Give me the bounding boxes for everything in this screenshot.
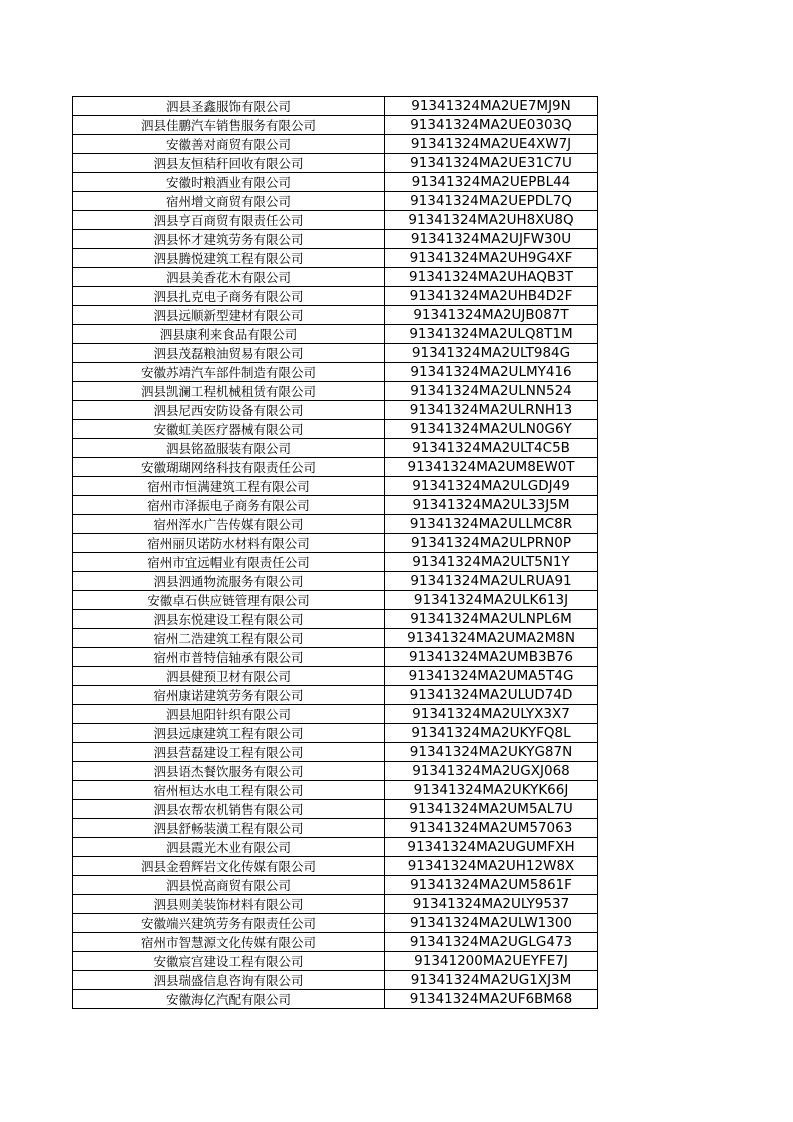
company-name-cell: 安徽善对商贸有限公司: [73, 135, 385, 154]
credit-code-cell: 91341324MA2UJFW30U: [385, 230, 598, 249]
table-row: [73, 629, 598, 648]
table-row: [73, 553, 598, 572]
credit-code-cell: 91341324MA2UGXJ068: [385, 762, 598, 781]
table-row: [73, 838, 598, 857]
credit-code-cell: 91341324MA2UGLG473: [385, 933, 598, 952]
table-row: [73, 116, 598, 135]
credit-code-cell: 91341324MA2UEPDL7Q: [385, 192, 598, 211]
table-row: [73, 287, 598, 306]
company-name-cell: 宿州市普特信轴承有限公司: [73, 648, 385, 667]
table-row: [73, 591, 598, 610]
company-name-cell: 泗县远康建筑工程有限公司: [73, 724, 385, 743]
table-row: [73, 344, 598, 363]
credit-code-cell: 91341324MA2ULYX3X7: [385, 705, 598, 724]
credit-code-cell: 91341324MA2ULT4C5B: [385, 439, 598, 458]
credit-code-cell: 91341324MA2UE7MJ9N: [385, 97, 598, 116]
table-row: [73, 211, 598, 230]
credit-code-cell: 91341324MA2ULNPL6M: [385, 610, 598, 629]
table-row: [73, 458, 598, 477]
company-name-cell: 宿州市恒满建筑工程有限公司: [73, 477, 385, 496]
table-row: [73, 249, 598, 268]
company-name-cell: 泗县悦高商贸有限公司: [73, 876, 385, 895]
company-name-cell: 泗县友恒秸秆回收有限公司: [73, 154, 385, 173]
company-name-cell: 泗县舒畅装潢工程有限公司: [73, 819, 385, 838]
company-name-cell: 宿州康诺建筑劳务有限公司: [73, 686, 385, 705]
credit-code-cell: 91341324MA2UE0303Q: [385, 116, 598, 135]
credit-code-cell: 91341324MA2ULGDJ49: [385, 477, 598, 496]
table-row: [73, 306, 598, 325]
table-row: [73, 97, 598, 116]
company-name-cell: 安徽海亿汽配有限公司: [73, 990, 385, 1009]
company-name-cell: 安徽宸宫建设工程有限公司: [73, 952, 385, 971]
credit-code-cell: 91341324MA2UG1XJ3M: [385, 971, 598, 990]
credit-code-cell: 91341324MA2ULW1300: [385, 914, 598, 933]
credit-code-cell: 91341324MA2UJB087T: [385, 306, 598, 325]
credit-code-cell: 91341324MA2ULRUA91: [385, 572, 598, 591]
credit-code-cell: 91341324MA2UHB4D2F: [385, 287, 598, 306]
credit-code-cell: 91341324MA2UF6BM68: [385, 990, 598, 1009]
company-name-cell: 泗县亨百商贸有限责任公司: [73, 211, 385, 230]
credit-code-cell: 91341324MA2ULT984G: [385, 344, 598, 363]
credit-code-cell: 91341324MA2UM8EW0T: [385, 458, 598, 477]
credit-code-cell: 91341324MA2UH9G4XF: [385, 249, 598, 268]
table-row: [73, 439, 598, 458]
table-row: [73, 876, 598, 895]
credit-code-cell: 91341324MA2UM5861F: [385, 876, 598, 895]
table-row: [73, 800, 598, 819]
table-row: [73, 572, 598, 591]
company-name-cell: 泗县凯澜工程机械租赁有限公司: [73, 382, 385, 401]
company-name-cell: 泗县则美装饰材料有限公司: [73, 895, 385, 914]
table-row: [73, 857, 598, 876]
company-name-cell: 泗县泗通物流服务有限公司: [73, 572, 385, 591]
table-row: [73, 173, 598, 192]
table-row: [73, 610, 598, 629]
company-name-cell: 安徽卓石供应链管理有限公司: [73, 591, 385, 610]
company-name-cell: 宿州市泽振电子商务有限公司: [73, 496, 385, 515]
table-row: [73, 192, 598, 211]
credit-code-cell: 91341324MA2ULUD74D: [385, 686, 598, 705]
credit-code-cell: 91341324MA2UKYFQ8L: [385, 724, 598, 743]
table-row: [73, 952, 598, 971]
company-name-cell: 宿州桓达水电工程有限公司: [73, 781, 385, 800]
company-name-cell: 泗县康利来食品有限公司: [73, 325, 385, 344]
company-name-cell: 安徽瑚瑚网络科技有限责任公司: [73, 458, 385, 477]
table-row: [73, 819, 598, 838]
credit-code-cell: 91341324MA2UMA2M8N: [385, 629, 598, 648]
company-name-cell: 泗县营磊建设工程有限公司: [73, 743, 385, 762]
credit-code-cell: 91341324MA2UEPBL44: [385, 173, 598, 192]
company-name-cell: 安徽虹美医疗器械有限公司: [73, 420, 385, 439]
table-row: [73, 325, 598, 344]
table-row: [73, 990, 598, 1009]
table-row: [73, 781, 598, 800]
table-row: [73, 496, 598, 515]
company-name-cell: 泗县旭阳针织有限公司: [73, 705, 385, 724]
company-name-cell: 安徽端兴建筑劳务有限责任公司: [73, 914, 385, 933]
credit-code-cell: 91341324MA2UKYG87N: [385, 743, 598, 762]
table-row: [73, 971, 598, 990]
credit-code-cell: 91341324MA2UMB3B76: [385, 648, 598, 667]
company-name-cell: 泗县语杰餐饮服务有限公司: [73, 762, 385, 781]
company-name-cell: 泗县腾悦建筑工程有限公司: [73, 249, 385, 268]
company-name-cell: 宿州二浩建筑工程有限公司: [73, 629, 385, 648]
table-row: [73, 648, 598, 667]
credit-code-cell: 91341324MA2UHAQB3T: [385, 268, 598, 287]
company-name-cell: 宿州浑水广告传媒有限公司: [73, 515, 385, 534]
credit-code-cell: 91341324MA2UM5AL7U: [385, 800, 598, 819]
credit-code-cell: 91341324MA2ULQ8T1M: [385, 325, 598, 344]
table-row: [73, 230, 598, 249]
company-table: [72, 96, 598, 1009]
table-row: [73, 743, 598, 762]
company-name-cell: 宿州市智慧源文化传媒有限公司: [73, 933, 385, 952]
company-name-cell: 泗县茂磊粮油贸易有限公司: [73, 344, 385, 363]
table-row: [73, 515, 598, 534]
table-row: [73, 667, 598, 686]
company-name-cell: 宿州市宜远帽业有限责任公司: [73, 553, 385, 572]
company-name-cell: 泗县铭盈服装有限公司: [73, 439, 385, 458]
table-row: [73, 363, 598, 382]
credit-code-cell: 91341324MA2UKYK66J: [385, 781, 598, 800]
company-name-cell: 泗县佳鹏汽车销售服务有限公司: [73, 116, 385, 135]
credit-code-cell: 91341324MA2UM57063: [385, 819, 598, 838]
credit-code-cell: 91341324MA2UE4XW7J: [385, 135, 598, 154]
credit-code-cell: 91341200MA2UEYFE7J: [385, 952, 598, 971]
credit-code-cell: 91341324MA2ULLMC8R: [385, 515, 598, 534]
company-name-cell: 泗县金碧辉岩文化传媒有限公司: [73, 857, 385, 876]
table-row: [73, 686, 598, 705]
company-name-cell: 泗县扎克电子商务有限公司: [73, 287, 385, 306]
credit-code-cell: 91341324MA2ULY9537: [385, 895, 598, 914]
table-row: [73, 705, 598, 724]
company-name-cell: 泗县怀才建筑劳务有限公司: [73, 230, 385, 249]
company-name-cell: 宿州丽贝诺防水材料有限公司: [73, 534, 385, 553]
table-row: [73, 382, 598, 401]
credit-code-cell: 91341324MA2ULPRN0P: [385, 534, 598, 553]
credit-code-cell: 91341324MA2UGUMFXH: [385, 838, 598, 857]
credit-code-cell: 91341324MA2UE31C7U: [385, 154, 598, 173]
table-row: [73, 135, 598, 154]
credit-code-cell: 91341324MA2ULRNH13: [385, 401, 598, 420]
credit-code-cell: 91341324MA2ULMY416: [385, 363, 598, 382]
company-name-cell: 泗县美香花木有限公司: [73, 268, 385, 287]
company-name-cell: 泗县霞光木业有限公司: [73, 838, 385, 857]
credit-code-cell: 91341324MA2ULNN524: [385, 382, 598, 401]
company-table-body: [73, 97, 598, 1009]
table-row: [73, 420, 598, 439]
credit-code-cell: 91341324MA2ULN0G6Y: [385, 420, 598, 439]
company-name-cell: 泗县远顺新型建材有限公司: [73, 306, 385, 325]
credit-code-cell: 91341324MA2UMA5T4G: [385, 667, 598, 686]
table-row: [73, 154, 598, 173]
company-name-cell: 泗县尼西安防设备有限公司: [73, 401, 385, 420]
credit-code-cell: 91341324MA2ULK613J: [385, 591, 598, 610]
company-name-cell: 安徽时粮酒业有限公司: [73, 173, 385, 192]
company-name-cell: 泗县健预卫材有限公司: [73, 667, 385, 686]
credit-code-cell: 91341324MA2UH12W8X: [385, 857, 598, 876]
company-name-cell: 泗县东悦建设工程有限公司: [73, 610, 385, 629]
company-name-cell: 安徽苏靖汽车部件制造有限公司: [73, 363, 385, 382]
company-name-cell: 宿州增文商贸有限公司: [73, 192, 385, 211]
credit-code-cell: 91341324MA2ULT5N1Y: [385, 553, 598, 572]
company-name-cell: 泗县农帮农机销售有限公司: [73, 800, 385, 819]
company-name-cell: 泗县瑞盛信息咨询有限公司: [73, 971, 385, 990]
table-row: [73, 268, 598, 287]
table-row: [73, 933, 598, 952]
table-row: [73, 477, 598, 496]
credit-code-cell: 91341324MA2UH8XU8Q: [385, 211, 598, 230]
table-row: [73, 895, 598, 914]
credit-code-cell: 91341324MA2UL33J5M: [385, 496, 598, 515]
company-name-cell: 泗县圣鑫服饰有限公司: [73, 97, 385, 116]
table-row: [73, 724, 598, 743]
table-row: [73, 762, 598, 781]
table-row: [73, 534, 598, 553]
table-row: [73, 401, 598, 420]
table-row: [73, 914, 598, 933]
